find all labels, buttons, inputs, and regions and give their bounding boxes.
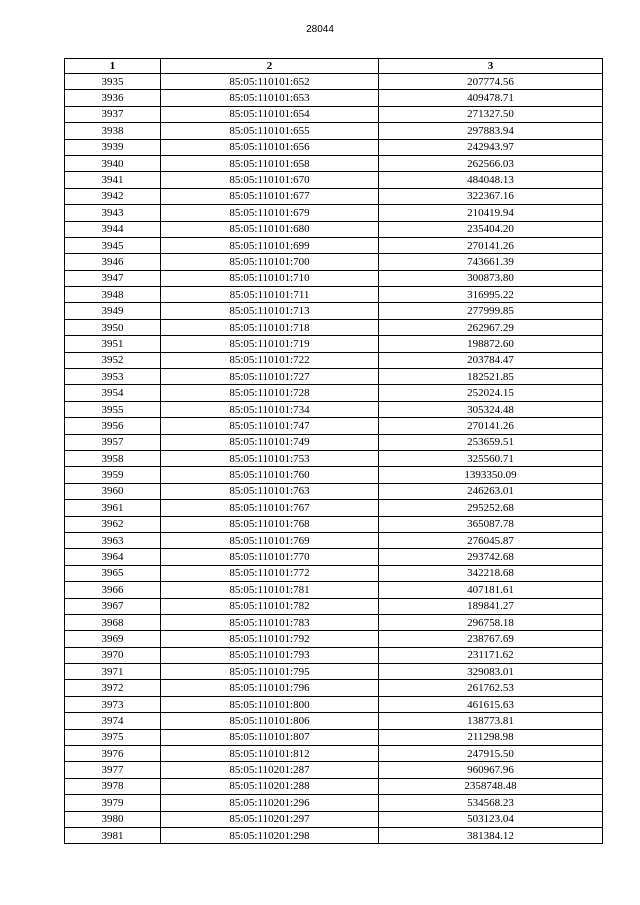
cadastral-value-cell: 261762.53 (379, 680, 603, 696)
table-row (65, 549, 603, 565)
table-header-row (65, 59, 603, 74)
table-row (65, 467, 603, 483)
row-number-cell: 3966 (65, 582, 161, 598)
cadastral-number-cell: 85:05:110101:699 (161, 237, 379, 253)
row-number-cell: 3945 (65, 237, 161, 253)
cadastral-value-cell: 381384.12 (379, 827, 603, 843)
row-number-cell: 3952 (65, 352, 161, 368)
cadastral-value-cell: 211298.98 (379, 729, 603, 745)
row-number-cell: 3965 (65, 565, 161, 581)
cadastral-number-cell: 85:05:110101:719 (161, 336, 379, 352)
row-number-cell: 3981 (65, 827, 161, 843)
table-row (65, 205, 603, 221)
row-number-cell: 3937 (65, 106, 161, 122)
cadastral-number-cell: 85:05:110101:653 (161, 90, 379, 106)
table-row (65, 74, 603, 90)
cadastral-number-cell: 85:05:110101:807 (161, 729, 379, 745)
cadastral-number-cell: 85:05:110101:679 (161, 205, 379, 221)
table-row (65, 614, 603, 630)
table-row (65, 565, 603, 581)
cadastral-number-cell: 85:05:110101:749 (161, 434, 379, 450)
cadastral-number-cell: 85:05:110101:812 (161, 746, 379, 762)
cadastral-value-cell: 235404.20 (379, 221, 603, 237)
cadastral-value-cell: 297883.94 (379, 123, 603, 139)
cadastral-value-cell: 247915.50 (379, 746, 603, 762)
cadastral-number-cell: 85:05:110201:296 (161, 795, 379, 811)
cadastral-number-cell: 85:05:110101:680 (161, 221, 379, 237)
cadastral-number-cell: 85:05:110201:287 (161, 762, 379, 778)
row-number-cell: 3935 (65, 74, 161, 90)
row-number-cell: 3960 (65, 483, 161, 499)
row-number-cell: 3948 (65, 287, 161, 303)
table-row (65, 401, 603, 417)
cadastral-number-cell: 85:05:110101:768 (161, 516, 379, 532)
cadastral-value-cell: 276045.87 (379, 532, 603, 548)
cadastral-number-cell: 85:05:110101:795 (161, 664, 379, 680)
cadastral-value-cell: 242943.97 (379, 139, 603, 155)
table-row (65, 90, 603, 106)
cadastral-value-cell: 293742.68 (379, 549, 603, 565)
cadastral-number-cell: 85:05:110101:782 (161, 598, 379, 614)
cadastral-value-cell: 305324.48 (379, 401, 603, 417)
column-header-cadastral-number: 2 (161, 59, 379, 74)
cadastral-value-cell: 203784.47 (379, 352, 603, 368)
cadastral-number-cell: 85:05:110101:753 (161, 450, 379, 466)
table-row (65, 319, 603, 335)
cadastral-number-cell: 85:05:110101:734 (161, 401, 379, 417)
table-row (65, 795, 603, 811)
cadastral-value-cell: 503123.04 (379, 811, 603, 827)
table-row (65, 483, 603, 499)
cadastral-number-cell: 85:05:110201:298 (161, 827, 379, 843)
cadastral-number-cell: 85:05:110101:769 (161, 532, 379, 548)
row-number-cell: 3953 (65, 369, 161, 385)
cadastral-number-cell: 85:05:110101:718 (161, 319, 379, 335)
table-row (65, 123, 603, 139)
row-number-cell: 3971 (65, 664, 161, 680)
row-number-cell: 3954 (65, 385, 161, 401)
cadastral-value-cell: 484048.13 (379, 172, 603, 188)
cadastral-number-cell: 85:05:110101:654 (161, 106, 379, 122)
row-number-cell: 3944 (65, 221, 161, 237)
table-body (65, 74, 603, 844)
row-number-cell: 3962 (65, 516, 161, 532)
cadastral-number-cell: 85:05:110101:747 (161, 418, 379, 434)
cadastral-value-cell: 182521.85 (379, 369, 603, 385)
cadastral-number-cell: 85:05:110101:655 (161, 123, 379, 139)
table-row (65, 532, 603, 548)
cadastral-number-cell: 85:05:110101:722 (161, 352, 379, 368)
table-row (65, 139, 603, 155)
table-row (65, 237, 603, 253)
row-number-cell: 3946 (65, 254, 161, 270)
table-row (65, 450, 603, 466)
cadastral-value-cell: 198872.60 (379, 336, 603, 352)
cadastral-number-cell: 85:05:110101:763 (161, 483, 379, 499)
table-row (65, 287, 603, 303)
cadastral-value-cell: 2358748.48 (379, 778, 603, 794)
row-number-cell: 3974 (65, 713, 161, 729)
table-row (65, 762, 603, 778)
cadastral-value-cell: 743661.39 (379, 254, 603, 270)
cadastral-number-cell: 85:05:110101:713 (161, 303, 379, 319)
cadastral-number-cell: 85:05:110101:781 (161, 582, 379, 598)
table-row (65, 369, 603, 385)
row-number-cell: 3941 (65, 172, 161, 188)
cadastral-value-cell: 1393350.09 (379, 467, 603, 483)
cadastral-value-cell: 316995.22 (379, 287, 603, 303)
cadastral-value-table (64, 58, 603, 844)
cadastral-number-cell: 85:05:110101:728 (161, 385, 379, 401)
row-number-cell: 3980 (65, 811, 161, 827)
cadastral-value-cell: 322367.16 (379, 188, 603, 204)
row-number-cell: 3942 (65, 188, 161, 204)
cadastral-number-cell: 85:05:110101:656 (161, 139, 379, 155)
cadastral-number-cell: 85:05:110101:767 (161, 500, 379, 516)
cadastral-value-cell: 189841.27 (379, 598, 603, 614)
table-row (65, 746, 603, 762)
row-number-cell: 3967 (65, 598, 161, 614)
cadastral-value-cell: 253659.51 (379, 434, 603, 450)
row-number-cell: 3964 (65, 549, 161, 565)
row-number-cell: 3972 (65, 680, 161, 696)
table-row (65, 434, 603, 450)
cadastral-value-cell: 409478.71 (379, 90, 603, 106)
row-number-cell: 3963 (65, 532, 161, 548)
table-row (65, 500, 603, 516)
cadastral-number-cell: 85:05:110101:800 (161, 696, 379, 712)
cadastral-value-cell: 271327.50 (379, 106, 603, 122)
table-row (65, 188, 603, 204)
row-number-cell: 3969 (65, 631, 161, 647)
cadastral-value-cell: 270141.26 (379, 237, 603, 253)
table-row (65, 696, 603, 712)
table-row (65, 647, 603, 663)
cadastral-number-cell: 85:05:110201:297 (161, 811, 379, 827)
table-row (65, 713, 603, 729)
row-number-cell: 3959 (65, 467, 161, 483)
cadastral-number-cell: 85:05:110101:793 (161, 647, 379, 663)
page-number: 28044 (306, 24, 334, 35)
table-row (65, 385, 603, 401)
row-number-cell: 3957 (65, 434, 161, 450)
row-number-cell: 3951 (65, 336, 161, 352)
cadastral-number-cell: 85:05:110101:658 (161, 155, 379, 171)
table-row (65, 336, 603, 352)
table-row (65, 221, 603, 237)
cadastral-number-cell: 85:05:110101:727 (161, 369, 379, 385)
table-row (65, 582, 603, 598)
row-number-cell: 3940 (65, 155, 161, 171)
cadastral-number-cell: 85:05:110101:670 (161, 172, 379, 188)
cadastral-number-cell: 85:05:110101:711 (161, 287, 379, 303)
cadastral-value-cell: 329083.01 (379, 664, 603, 680)
table-row (65, 778, 603, 794)
cadastral-number-cell: 85:05:110201:288 (161, 778, 379, 794)
cadastral-value-cell: 365087.78 (379, 516, 603, 532)
column-header-cadastral-value: 3 (379, 59, 603, 74)
row-number-cell: 3950 (65, 319, 161, 335)
row-number-cell: 3977 (65, 762, 161, 778)
cadastral-value-cell: 252024.15 (379, 385, 603, 401)
cadastral-number-cell: 85:05:110101:796 (161, 680, 379, 696)
row-number-cell: 3956 (65, 418, 161, 434)
cadastral-value-cell: 231171.62 (379, 647, 603, 663)
cadastral-value-cell: 207774.56 (379, 74, 603, 90)
column-header-number: 1 (65, 59, 161, 74)
table-row (65, 270, 603, 286)
cadastral-number-cell: 85:05:110101:677 (161, 188, 379, 204)
table-row (65, 729, 603, 745)
cadastral-value-cell: 296758.18 (379, 614, 603, 630)
cadastral-value-cell: 534568.23 (379, 795, 603, 811)
cadastral-value-cell: 300873.80 (379, 270, 603, 286)
row-number-cell: 3936 (65, 90, 161, 106)
cadastral-number-cell: 85:05:110101:792 (161, 631, 379, 647)
cadastral-number-cell: 85:05:110101:772 (161, 565, 379, 581)
cadastral-number-cell: 85:05:110101:783 (161, 614, 379, 630)
cadastral-number-cell: 85:05:110101:806 (161, 713, 379, 729)
row-number-cell: 3970 (65, 647, 161, 663)
cadastral-value-cell: 407181.61 (379, 582, 603, 598)
row-number-cell: 3973 (65, 696, 161, 712)
table-row (65, 172, 603, 188)
row-number-cell: 3943 (65, 205, 161, 221)
cadastral-value-cell: 960967.96 (379, 762, 603, 778)
row-number-cell: 3949 (65, 303, 161, 319)
table-row (65, 631, 603, 647)
row-number-cell: 3978 (65, 778, 161, 794)
table-row (65, 352, 603, 368)
cadastral-number-cell: 85:05:110101:770 (161, 549, 379, 565)
table-row (65, 418, 603, 434)
table-row (65, 254, 603, 270)
cadastral-number-cell: 85:05:110101:700 (161, 254, 379, 270)
cadastral-value-cell: 277999.85 (379, 303, 603, 319)
cadastral-value-cell: 262967.29 (379, 319, 603, 335)
cadastral-number-cell: 85:05:110101:710 (161, 270, 379, 286)
cadastral-value-cell: 295252.68 (379, 500, 603, 516)
row-number-cell: 3961 (65, 500, 161, 516)
row-number-cell: 3947 (65, 270, 161, 286)
row-number-cell: 3939 (65, 139, 161, 155)
table-row (65, 680, 603, 696)
row-number-cell: 3958 (65, 450, 161, 466)
cadastral-value-cell: 342218.68 (379, 565, 603, 581)
table-row (65, 155, 603, 171)
row-number-cell: 3955 (65, 401, 161, 417)
table-row (65, 811, 603, 827)
table-row (65, 827, 603, 843)
cadastral-value-cell: 461615.63 (379, 696, 603, 712)
cadastral-number-cell: 85:05:110101:652 (161, 74, 379, 90)
table-row (65, 303, 603, 319)
table-row (65, 598, 603, 614)
cadastral-value-cell: 262566.03 (379, 155, 603, 171)
table-row (65, 516, 603, 532)
row-number-cell: 3975 (65, 729, 161, 745)
row-number-cell: 3968 (65, 614, 161, 630)
row-number-cell: 3976 (65, 746, 161, 762)
table-row (65, 106, 603, 122)
cadastral-value-cell: 238767.69 (379, 631, 603, 647)
table-row (65, 664, 603, 680)
row-number-cell: 3938 (65, 123, 161, 139)
cadastral-value-cell: 138773.81 (379, 713, 603, 729)
cadastral-number-cell: 85:05:110101:760 (161, 467, 379, 483)
cadastral-value-cell: 210419.94 (379, 205, 603, 221)
cadastral-value-cell: 270141.26 (379, 418, 603, 434)
cadastral-value-cell: 325560.71 (379, 450, 603, 466)
cadastral-value-cell: 246263.01 (379, 483, 603, 499)
row-number-cell: 3979 (65, 795, 161, 811)
